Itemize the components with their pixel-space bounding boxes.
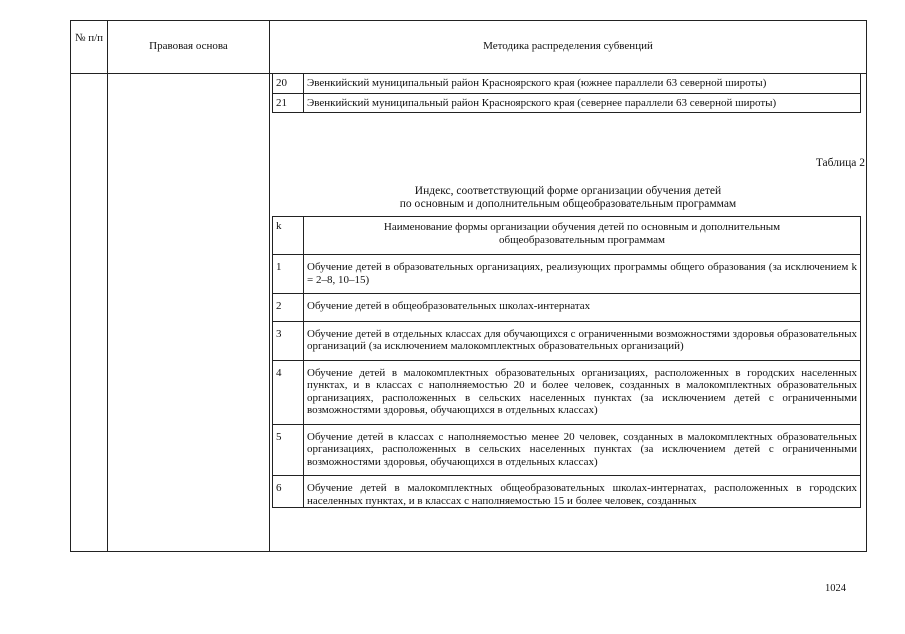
k-value: 1 — [273, 255, 304, 294]
form-description: Обучение детей в отдельных классах для обучающихся с ограниченными возможностями здоровья образовательных организаций (за исключением малокомплектных образовательных организаций) — [304, 321, 861, 360]
k-value: 3 — [273, 321, 304, 360]
regions-table — [272, 73, 861, 113]
header-method — [270, 40, 866, 53]
k-value: 5 — [273, 424, 304, 476]
region-num: 21 — [273, 93, 304, 113]
region-text: Эвенкийский муниципальный район Красноярского края (севернее параллели 63 северной широты) — [304, 93, 861, 113]
table-row — [273, 360, 861, 424]
form-name-header: Наименование формы организации обучения детей по основным и дополнительным общеобразовательным программам — [304, 217, 861, 255]
form-description: Обучение детей в общеобразовательных школах-интернатах — [304, 294, 861, 322]
column-divider-2 — [269, 20, 270, 552]
page-number: 1024 — [825, 583, 846, 594]
k-header: k — [273, 217, 304, 255]
k-value: 4 — [273, 360, 304, 424]
header-legal-basis — [108, 40, 269, 53]
header-number-col — [72, 32, 106, 45]
table-2-caption — [272, 185, 864, 211]
table-row — [273, 476, 861, 508]
table-row — [273, 93, 861, 113]
header-number-text: № п/п — [74, 32, 104, 44]
k-value: 2 — [273, 294, 304, 322]
form-description: Обучение детей в классах с наполняемостью менее 20 человек, созданных в малокомплектных образовательных организациях, расположенных в сельских населенных пунктах (за исключением детей с ограниченными возможностями здоровья, обучающихся в отдельных классах) — [304, 424, 861, 476]
k-value: 6 — [273, 476, 304, 508]
form-description: Обучение детей в малокомплектных образовательных организациях, расположенных в городских населенных пунктах, и в классах с наполняемостью 20 и более человек, созданных в малокомплектных образовательных организациях, расположенных в сельских населенных пунктах (за исключением детей с ограниченными возможностями здоровья, обучающихся в отдельных классах) — [304, 360, 861, 424]
table-row — [273, 321, 861, 360]
region-text: Эвенкийский муниципальный район Красноярского края (южнее параллели 63 северной широты) — [304, 74, 861, 94]
table-row — [273, 294, 861, 322]
region-num: 20 — [273, 74, 304, 94]
table-row — [273, 74, 861, 94]
form-description: Обучение детей в образовательных организациях, реализующих программы общего образования (за исключением k = 2–8, 10–15) — [304, 255, 861, 294]
table-row — [273, 424, 861, 476]
caption-line-2: по основным и дополнительным общеобразовательным программам — [399, 198, 737, 210]
caption-line-1: Индекс, соответствующий форме организации обучения детей — [414, 185, 722, 197]
header-method-text: Методика распределения субвенций — [483, 40, 653, 52]
column-divider-1 — [107, 20, 108, 552]
index-table — [272, 216, 861, 508]
table-2-label: Таблица 2 — [815, 157, 865, 169]
table-row — [273, 255, 861, 294]
header-legal-basis-text: Правовая основа — [149, 40, 228, 52]
form-description: Обучение детей в малокомплектных общеобразовательных школах-интернатах, расположенных в городских населенных пунктах, и в классах с наполняемостью 15 и более человек, созданных — [304, 476, 861, 508]
index-table-header-row — [273, 217, 861, 255]
